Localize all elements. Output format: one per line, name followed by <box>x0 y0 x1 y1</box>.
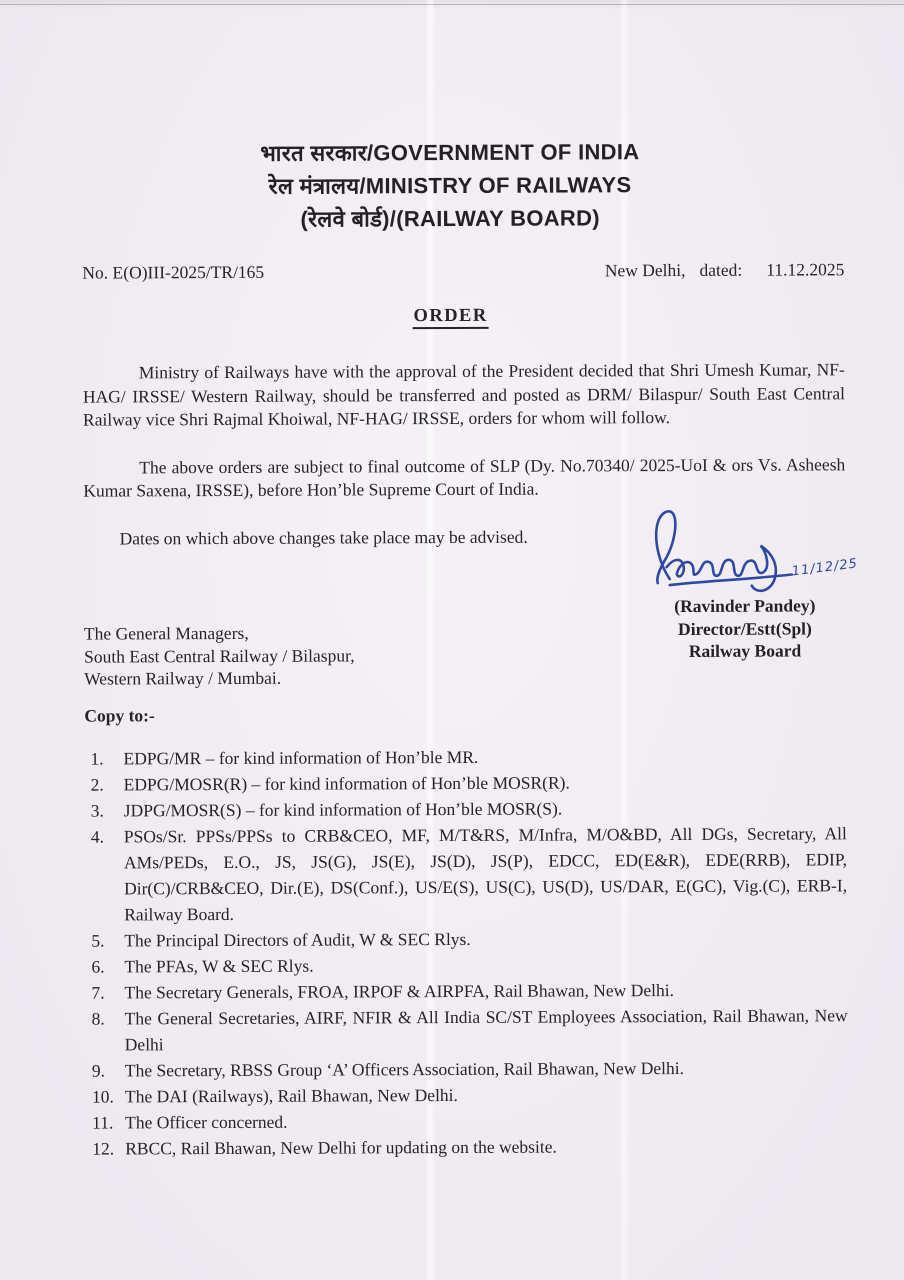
paragraph-transfer-order: Ministry of Railways have with the approval of the President decided that Shri Umesh Kumar, NF-HAG/ IRSSE/ Western Railway, should be transferred and posted as DRM/ Bilaspur/ South East Central Railway vice Shri Rajmal Khoiwal, NF-HAG/ IRSSE, orders for whom will follow. <box>82 359 845 430</box>
list-item: EDPG/MOSR(R) – for kind information of Hon’ble MOSR(R). <box>123 771 570 794</box>
signatory-designation: Director/Estt(Spl) <box>677 617 812 639</box>
list-item: The General Secretaries, AIRF, NFIR & All India SC/ST Employees Association, Rail Bhawan, New Delhi <box>124 1004 848 1054</box>
letterhead-line-board: (रेलवे बोर्ड)/(RAILWAY BOARD) <box>300 205 600 232</box>
place-and-date <box>605 259 845 281</box>
list-item: RBCC, Rail Bhawan, New Delhi for updating on the website. <box>125 1136 557 1158</box>
list-item: The Principal Directors of Audit, W & SEC Rlys. <box>124 928 471 950</box>
letter-body <box>83 358 848 1161</box>
signatory-identity <box>630 594 860 663</box>
file-number: No. E(O)III-2025/TR/165 <box>82 261 265 283</box>
addressee-line: South East Central Railway / Bilaspur, <box>84 644 355 667</box>
place: New Delhi, <box>604 259 686 281</box>
letterhead-line-ministry: रेल मंत्रालय/MINISTRY OF RAILWAYS <box>268 172 632 199</box>
list-item: The PFAs, W & SEC Rlys. <box>124 955 314 976</box>
reference-line <box>82 259 844 283</box>
letterhead-line-govt: भारत सरकार/GOVERNMENT OF INDIA <box>260 139 640 166</box>
dated-label: dated: <box>699 259 743 280</box>
addressee-line: The General Managers, <box>83 622 249 644</box>
signatory-name: (Ravinder Pandey) <box>674 595 816 617</box>
signature-handwriting-icon <box>629 502 859 595</box>
copy-to-label: Copy to:- <box>84 704 155 726</box>
letter-date: 11.12.2025 <box>766 259 845 280</box>
copy-to-list <box>90 742 848 1161</box>
list-item: PSOs/Sr. PPSs/PPSs to CRB&CEO, MF, M/T&RS, M/Infra, M/O&BD, All DGs, Secretary, All AMs/PEDs, E.O., JS, JS(G), JS(E), JS(D), JS(P), EDCC, ED(E&R), EDE(RRB), EDIP, Dir(C)/CRB&CEO, Dir.(E), DS(Conf.), US/E(S), US(C), US(D), US/DAR, E(GC), Vig.(C), ERB-I, Railway Board. <box>123 822 848 924</box>
order-heading: ORDER <box>0 304 903 329</box>
letterhead <box>0 134 902 237</box>
list-item: The DAI (Railways), Rail Bhawan, New Delhi. <box>124 1084 458 1106</box>
signature-block <box>629 502 860 663</box>
paragraph-slp-condition: The above orders are subject to final outcome of SLP (Dy. No.70340/ 2025-UoI & ors Vs. Asheesh Kumar Saxena, IRSSE), before Hon’ble Supreme Court of India. <box>83 453 846 501</box>
addressee-line: Western Railway / Mumbai. <box>84 667 282 689</box>
paragraph-dates-advised: Dates on which above changes take place may be advised. <box>119 526 528 548</box>
signatory-organization: Railway Board <box>688 640 802 661</box>
list-item: The Secretary Generals, FROA, IRPOF & AIRPFA, Rail Bhawan, New Delhi. <box>124 979 674 1002</box>
signature-date-handwritten: 11/12/25 <box>790 556 859 580</box>
list-item: The Secretary, RBSS Group ‘A’ Officers Association, Rail Bhawan, New Delhi. <box>124 1057 684 1080</box>
list-item: EDPG/MR – for kind information of Hon’ble MR. <box>123 746 479 768</box>
list-item: The Officer concerned. <box>125 1111 288 1132</box>
list-item: JDPG/MOSR(S) – for kind information of Hon’ble MOSR(S). <box>123 798 563 820</box>
